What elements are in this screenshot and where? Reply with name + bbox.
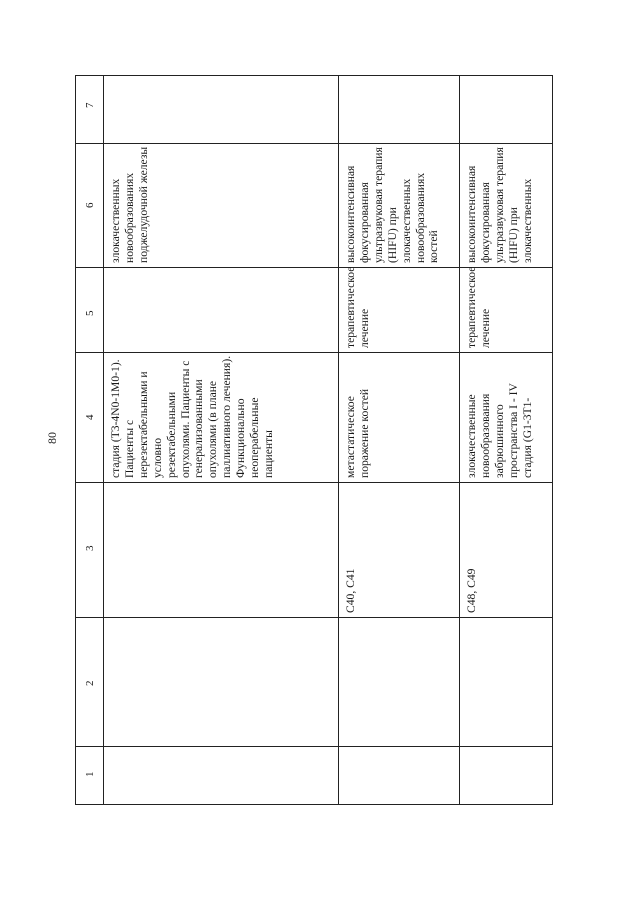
row2-col5-treatment-type: терапевтическое лечение bbox=[344, 266, 371, 348]
col-header-7: 7 bbox=[84, 102, 96, 108]
col-header-4: 4 bbox=[84, 414, 96, 420]
row3-col3-icd-code: С48, С49 bbox=[465, 568, 478, 613]
row3-col6-method: высокоинтенсивная фокусированная ультразвуковая терапия (HIFU) при злокачественных bbox=[465, 147, 534, 263]
row1-col6-method: злокачественных новообразованиях поджелудочной железы bbox=[109, 146, 150, 263]
col-header-5: 5 bbox=[84, 310, 96, 316]
col-header-6: 6 bbox=[84, 202, 96, 208]
row-divider-header bbox=[103, 76, 104, 804]
col-divider-2-1 bbox=[76, 746, 552, 747]
row2-col4-patient-model: метастатическое поражение костей bbox=[344, 388, 371, 478]
row3-col5-treatment-type: терапевтическое лечение bbox=[465, 266, 492, 348]
col-divider-3-2 bbox=[76, 617, 552, 618]
row3-col4-patient-model: злокачественные новообразования забрюшинного пространства I - IV стадия (G1-3T1- bbox=[465, 383, 534, 478]
page-number: 80 bbox=[45, 432, 59, 444]
row-divider-2 bbox=[459, 76, 460, 804]
row2-col6-method: высокоинтенсивная фокусированная ультразвуковая терапия (HIFU) при злокачественных новообразованиях костей bbox=[344, 147, 441, 263]
row-divider-1 bbox=[338, 76, 339, 804]
row1-col4-patient-model: стадия (T3-4N0-1M0-1). Пациенты с нерезектабельными и условно резектабельными опухолями. Пациенты с генерализованными опухолями (в плане паллиативного лечения). Функционально неоперабельные пациенты bbox=[109, 355, 275, 478]
col-header-3: 3 bbox=[84, 545, 96, 551]
col-divider-4-3 bbox=[76, 482, 552, 483]
col-header-2: 2 bbox=[84, 680, 96, 686]
row2-col3-icd-code: С40, С41 bbox=[344, 568, 357, 613]
col-header-1: 1 bbox=[84, 771, 96, 777]
